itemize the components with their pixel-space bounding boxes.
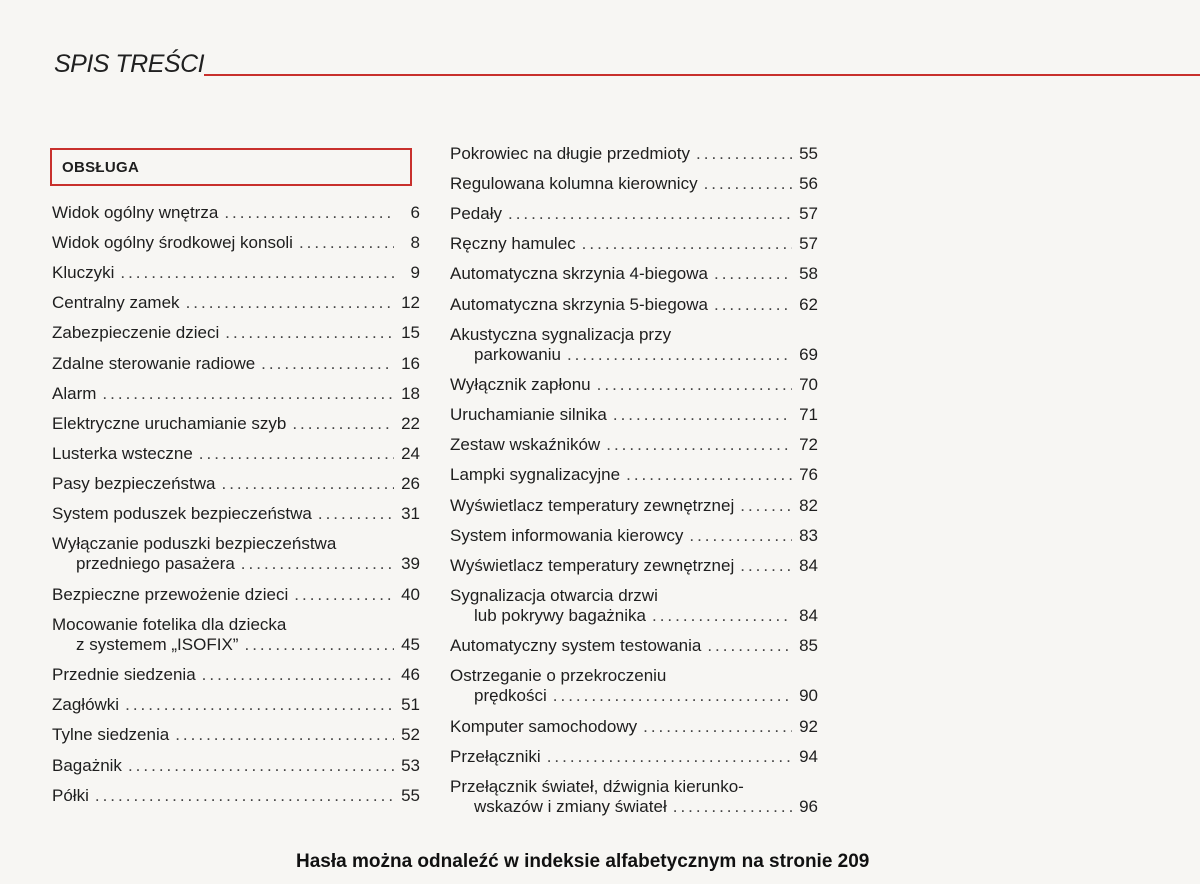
page-number: 76 — [799, 465, 818, 485]
toc-entry[interactable] — [52, 414, 420, 434]
leader-dots — [643, 717, 792, 737]
toc-entry[interactable] — [450, 325, 818, 365]
entry-title: Wyświetlacz temperatury zewnętrznej — [450, 495, 735, 515]
entry-title: Wyświetlacz temperatury zewnętrznej — [450, 555, 735, 575]
leader-dots — [553, 686, 792, 706]
leader-dots — [508, 204, 792, 224]
entry-title: Pedały — [450, 204, 502, 224]
page-number: 9 — [410, 263, 420, 283]
entry-title: Pasy bezpieczeństwa — [52, 473, 216, 493]
leader-dots — [102, 384, 394, 404]
entry-title-continued: przedniego pasażera — [76, 554, 235, 574]
toc-entry[interactable] — [450, 717, 818, 737]
entry-title: Alarm — [52, 383, 97, 403]
toc-entry[interactable] — [52, 354, 420, 374]
toc-entry[interactable] — [450, 264, 818, 284]
entry-title: Automatyczna skrzynia 5-biegowa — [450, 294, 708, 314]
leader-dots — [125, 695, 394, 715]
page-number: 52 — [401, 725, 420, 745]
leader-dots — [292, 414, 394, 434]
entry-title: Regulowana kolumna kierownicy — [450, 174, 698, 194]
leader-dots — [652, 606, 792, 626]
page-number: 84 — [799, 555, 818, 575]
toc-entry[interactable] — [450, 144, 818, 164]
leader-dots — [567, 345, 792, 365]
toc-entry[interactable] — [450, 666, 818, 706]
toc-entry[interactable] — [52, 474, 420, 494]
leader-dots — [597, 375, 792, 395]
page-number: 58 — [799, 264, 818, 284]
toc-entry[interactable] — [52, 665, 420, 685]
leader-dots — [224, 203, 394, 223]
entry-title: Automatyczna skrzynia 4-biegowa — [450, 264, 708, 284]
leader-dots — [626, 465, 792, 485]
page-number: 31 — [401, 504, 420, 523]
entry-title: Komputer samochodowy — [450, 716, 638, 736]
page-number: 46 — [401, 665, 420, 685]
entry-title: Zestaw wskaźników — [450, 435, 601, 455]
entry-title: Zagłówki — [52, 695, 120, 715]
leader-dots — [740, 556, 792, 576]
leader-dots — [241, 554, 394, 574]
entry-title: Lampki sygnalizacyjne — [450, 465, 621, 485]
leader-dots — [606, 435, 792, 455]
toc-entry[interactable] — [450, 496, 818, 516]
page-number: 15 — [401, 323, 420, 343]
toc-entry[interactable] — [52, 695, 420, 715]
entry-title: Lusterka wsteczne — [52, 443, 193, 463]
leader-dots — [714, 264, 792, 284]
entry-title: Sygnalizacja otwarcia drzwi — [450, 585, 658, 605]
leader-dots — [294, 585, 394, 605]
toc-entry[interactable] — [450, 405, 818, 425]
entry-title: Przednie siedzenia — [52, 665, 196, 685]
toc-entry[interactable] — [52, 615, 420, 655]
entry-title-continued: wskazów i zmiany świateł — [474, 797, 667, 817]
toc-entry[interactable] — [450, 636, 818, 656]
entry-title: Mocowanie fotelika dla dziecka — [52, 614, 287, 634]
page-number: 55 — [401, 785, 420, 805]
page-number: 39 — [401, 554, 420, 574]
toc-entry[interactable] — [450, 234, 818, 254]
leader-dots — [299, 233, 394, 253]
leader-dots — [199, 444, 394, 464]
toc-entry[interactable] — [52, 444, 420, 464]
toc-entry[interactable] — [52, 293, 420, 313]
leader-dots — [175, 725, 394, 745]
entry-title: Wyłączanie poduszki bezpieczeństwa — [52, 534, 337, 554]
leader-dots — [673, 797, 792, 817]
entry-title-continued: z systemem „ISOFIX” — [76, 634, 239, 654]
leader-dots — [95, 786, 394, 806]
leader-dots — [696, 144, 792, 164]
page-number: 70 — [799, 375, 818, 395]
page-number: 92 — [799, 716, 818, 736]
page-number: 90 — [799, 686, 818, 706]
page-number: 45 — [401, 634, 420, 654]
leader-dots — [714, 295, 792, 315]
leader-dots — [120, 263, 394, 283]
toc-entry[interactable] — [52, 756, 420, 776]
section-box — [50, 148, 412, 186]
section-label: OBSŁUGA — [62, 159, 140, 176]
leader-dots — [186, 293, 394, 313]
leader-dots — [244, 635, 394, 655]
entry-title: Centralny zamek — [52, 293, 180, 313]
page-title: SPIS TREŚCI — [54, 50, 205, 78]
page-number: 69 — [799, 344, 818, 364]
leader-dots — [582, 234, 792, 254]
entry-title: Elektryczne uruchamianie szyb — [52, 413, 287, 433]
entry-title-continued: lub pokrywy bagażnika — [474, 605, 646, 625]
page-number: 6 — [410, 203, 420, 222]
toc-entry[interactable] — [52, 504, 420, 524]
toc-entry[interactable] — [52, 534, 420, 574]
page-number: 53 — [401, 755, 420, 775]
toc-entry[interactable] — [450, 295, 818, 315]
entry-title: Ostrzeganie o przekroczeniu — [450, 666, 667, 686]
entry-title: System poduszek bezpieczeństwa — [52, 504, 312, 523]
page-number: 71 — [799, 405, 818, 425]
toc-entry[interactable] — [450, 556, 818, 576]
header-rule — [204, 74, 1200, 76]
toc-entry[interactable] — [450, 465, 818, 485]
page-number: 57 — [799, 234, 818, 254]
leader-dots — [202, 665, 394, 685]
entry-title: Zdalne sterowanie radiowe — [52, 353, 256, 373]
entry-title: System informowania kierowcy — [450, 525, 684, 545]
entry-title: Uruchamianie silnika — [450, 405, 607, 425]
leader-dots — [221, 474, 394, 494]
page-number: 96 — [799, 797, 818, 817]
toc-entry[interactable] — [450, 747, 818, 767]
leader-dots — [613, 405, 792, 425]
page-number: 72 — [799, 435, 818, 455]
toc-entry[interactable] — [52, 384, 420, 404]
entry-title: Przełączniki — [450, 747, 541, 766]
entry-title: Akustyczna sygnalizacja przy — [450, 324, 672, 344]
entry-title: Bezpieczne przewożenie dzieci — [52, 584, 289, 604]
page-number: 56 — [799, 174, 818, 194]
page-number: 51 — [401, 695, 420, 715]
toc-entry[interactable] — [450, 777, 818, 817]
index-note: Hasła można odnaleźć w indeksie alfabetycznym na stronie 209 — [296, 851, 870, 872]
page-number: 82 — [799, 495, 818, 515]
page-number: 40 — [401, 584, 420, 604]
entry-title: Widok ogólny wnętrza — [52, 203, 219, 222]
leader-dots — [128, 756, 394, 776]
toc-entry[interactable] — [450, 526, 818, 546]
entry-title: Ręczny hamulec — [450, 234, 576, 254]
leader-dots — [740, 496, 792, 516]
entry-title: Widok ogólny środkowej konsoli — [52, 233, 293, 253]
toc-entry[interactable] — [52, 585, 420, 605]
page-number: 12 — [401, 293, 420, 313]
toc-entry[interactable] — [450, 375, 818, 395]
leader-dots — [707, 636, 792, 656]
leader-dots — [689, 526, 792, 546]
page-number: 83 — [799, 525, 818, 545]
page-number: 26 — [401, 473, 420, 493]
toc-entry[interactable] — [450, 435, 818, 455]
toc-entry[interactable] — [52, 203, 420, 223]
leader-dots — [704, 174, 792, 194]
toc-entry[interactable] — [52, 786, 420, 806]
toc-entry[interactable] — [450, 204, 818, 224]
page-number: 62 — [799, 294, 818, 314]
page-number: 57 — [799, 204, 818, 224]
entry-title: Wyłącznik zapłonu — [450, 375, 591, 395]
entry-title: Półki — [52, 785, 89, 805]
entry-title-continued: parkowaniu — [474, 344, 561, 364]
page-number: 8 — [410, 233, 420, 253]
toc-entry[interactable] — [52, 323, 420, 343]
entry-title: Kluczyki — [52, 263, 115, 283]
toc-entry[interactable] — [450, 586, 818, 626]
leader-dots — [261, 354, 394, 374]
page-number: 94 — [799, 747, 818, 766]
toc-entry[interactable] — [52, 263, 420, 283]
page-number: 84 — [799, 605, 818, 625]
toc-entry[interactable] — [52, 725, 420, 745]
entry-title: Automatyczny system testowania — [450, 636, 702, 656]
toc-entry[interactable] — [52, 233, 420, 253]
entry-title: Pokrowiec na długie przedmioty — [450, 144, 691, 163]
leader-dots — [225, 323, 394, 343]
entry-title: Tylne siedzenia — [52, 725, 170, 745]
leader-dots — [318, 504, 394, 524]
entry-title: Bagażnik — [52, 755, 122, 775]
page-number: 22 — [401, 413, 420, 433]
page-number: 55 — [799, 144, 818, 163]
page-number: 18 — [401, 383, 420, 403]
entry-title-continued: prędkości — [474, 686, 547, 706]
page-number: 85 — [799, 636, 818, 656]
toc-entry[interactable] — [450, 174, 818, 194]
entry-title: Przełącznik świateł, dźwignia kierunko- — [450, 777, 744, 797]
page-number: 16 — [401, 353, 420, 373]
leader-dots — [547, 747, 792, 767]
page-number: 24 — [401, 443, 420, 463]
entry-title: Zabezpieczenie dzieci — [52, 323, 220, 343]
